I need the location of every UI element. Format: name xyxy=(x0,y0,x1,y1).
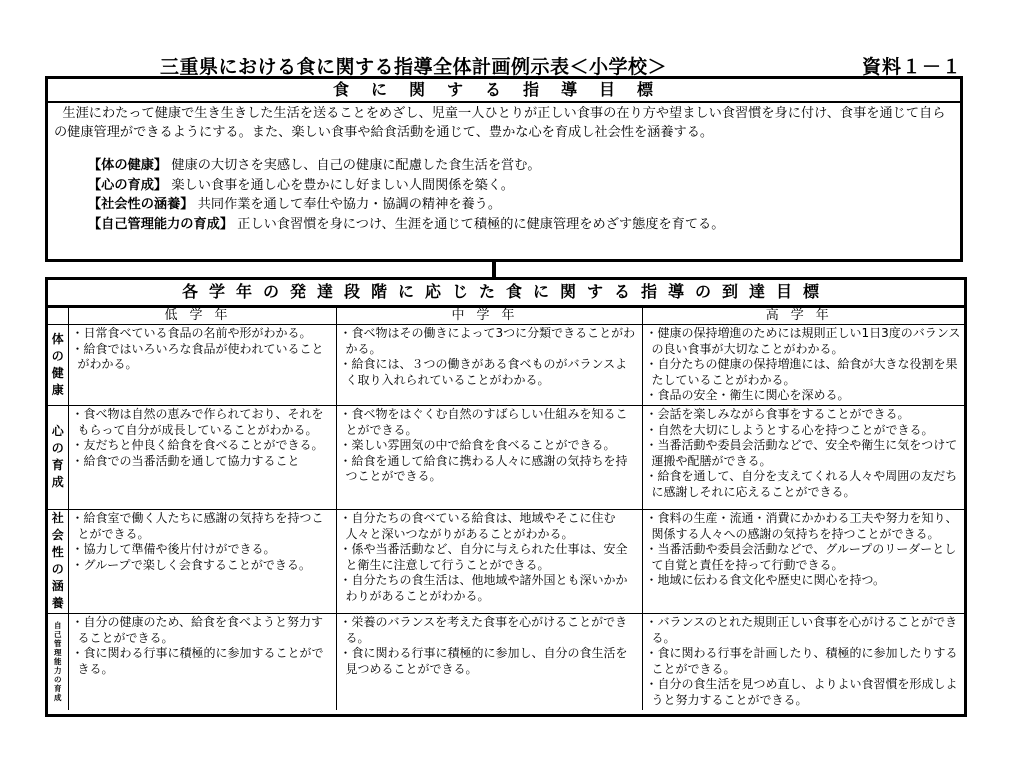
column-header-low: 低学年 xyxy=(68,308,336,325)
column-header-mid: 中学年 xyxy=(336,308,642,325)
corner-cell xyxy=(48,308,68,325)
cell-mid: ・食べ物はその働きによって3つに分類できることがわかる。 ・給食には、３つの働きがある食べものがバランスよく取り入れられていることがわかる。 xyxy=(336,325,642,406)
page-title: 三重県における食に関する指導全体計画例示表＜小学校＞ xyxy=(160,56,668,78)
cell-low: ・給食室で働く人たちに感謝の気持ちを持つことができる。 ・協力して準備や後片付けができる。 ・グループで楽しく会食することができる。 xyxy=(68,509,336,613)
row-category: 心 の 育 成 xyxy=(48,405,68,509)
table-row xyxy=(48,325,964,406)
cell-high: ・食料の生産・流通・消費にかかわる工夫や努力を知り、関係する人々への感謝の気持ちを持つことができる。 ・当番活動や委員会活動などで、グループのリーダーとして自覚と責任を持って行動できる。 ・地域に伝わる食文化や歴史に関心を持つ。 xyxy=(642,509,964,613)
cell-high: ・会話を楽しみながら食事をすることができる。 ・自然を大切にしようとする心を持つことができる。 ・当番活動や委員会活動などで、安全や衛生に気をつけて運搬や配膳ができる。 ・給食を通して、自分を支えてくれる人々や周囲の友だちに感謝しそれに応えることができる。 xyxy=(642,405,964,509)
connector-line xyxy=(492,262,496,278)
cell-low: ・食べ物は自然の恵みで作られており、それをもらって自分が成長していることがわかる。 ・友だちと仲良く給食を食べることができる。 ・給食での当番活動を通して協力すること xyxy=(68,405,336,509)
column-header-high: 高学年 xyxy=(642,308,964,325)
grade-targets-header: 各学年の発達段階に応じた食に関する指導の到達目標 xyxy=(48,280,964,307)
cell-high: ・健康の保持増進のためには規則正しい1日3度のバランスの良い食事が大切なことがわかる。 ・自分たちの健康の保持増進には、給食が大きな役割を果たしていることがわかる。 ・食品の安全・衛生に関心を深める。 xyxy=(642,325,964,406)
goal-point: 【自己管理能力の育成】 正しい食習慣を身につけ、生涯を通じて積極的に健康管理をめざす態度を育てる。 xyxy=(88,216,725,232)
guidance-goal-text: 生涯にわたって健康で生き生きした生活を送ることをめざし、児童一人ひとりが正しい食事の在り方や望ましい食習慣を身に付け、食事を通じて自らの健康管理ができるようにする。また、楽しい食事や給食活動を通じて、豊かな心を育成し社会性を涵養する。 xyxy=(54,106,946,140)
cell-low: ・日常食べている食品の名前や形がわかる。 ・給食ではいろいろな食品が使われていることがわかる。 xyxy=(68,325,336,406)
table-row xyxy=(48,509,964,613)
row-category: 社 会 性 の 涵 養 xyxy=(48,509,68,613)
cell-high: ・バランスのとれた規則正しい食事を心がけることができる。 ・食に関わる行事を計画したり、積極的に参加したりすることができる。 ・自分の食生活を見つめ直し、よりよい食習慣を形成しようと努力することができる。 xyxy=(642,613,964,709)
row-category: 自 己 管 理 能 力 の 育 成 xyxy=(48,613,68,709)
goal-points-list xyxy=(48,156,960,234)
cell-mid: ・栄養のバランスを考えた食事を心がけることができる。 ・食に関わる行事に積極的に参加し、自分の食生活を見つめることができる。 xyxy=(336,613,642,709)
goal-point: 【心の育成】 楽しい食事を通し心を豊かにし好ましい人間関係を築く。 xyxy=(88,177,514,193)
cell-low: ・自分の健康のため、給食を食べようと努力することができる。 ・食に関わる行事に積極的に参加することができる。 xyxy=(68,613,336,709)
guidance-goal-header: 食に関する指導目標 xyxy=(48,79,960,103)
guidance-goal-box xyxy=(45,76,963,262)
goal-point: 【社会性の涵養】 共同作業を通して奉仕や協力・協調の精神を養う。 xyxy=(88,197,502,212)
grade-targets-table xyxy=(45,277,967,717)
column-header-row xyxy=(48,308,964,325)
table-row xyxy=(48,405,964,509)
cell-mid: ・自分たちの食べている給食は、地域やそこに住む人々と深いつながりがあることがわかる。 ・係や当番活動など、自分に与えられた仕事は、安全と衛生に注意して行うことができる。 ・自分たちの食生活は、他地域や諸外国とも深いかかわりがあることがわかる。 xyxy=(336,509,642,613)
goal-point: 【体の健康】 健康の大切さを実感し、自己の健康に配慮した食生活を営む。 xyxy=(88,158,541,173)
cell-mid: ・食べ物をはぐくむ自然のすばらしい仕組みを知ることができる。 ・楽しい雰囲気の中で給食を食べることができる。 ・給食を通して給食に携わる人々に感謝の気持ちを持つことができる。 xyxy=(336,405,642,509)
document-reference: 資料１－１ xyxy=(862,56,963,78)
table-row xyxy=(48,613,964,709)
row-category: 体 の 健 康 xyxy=(48,325,68,406)
